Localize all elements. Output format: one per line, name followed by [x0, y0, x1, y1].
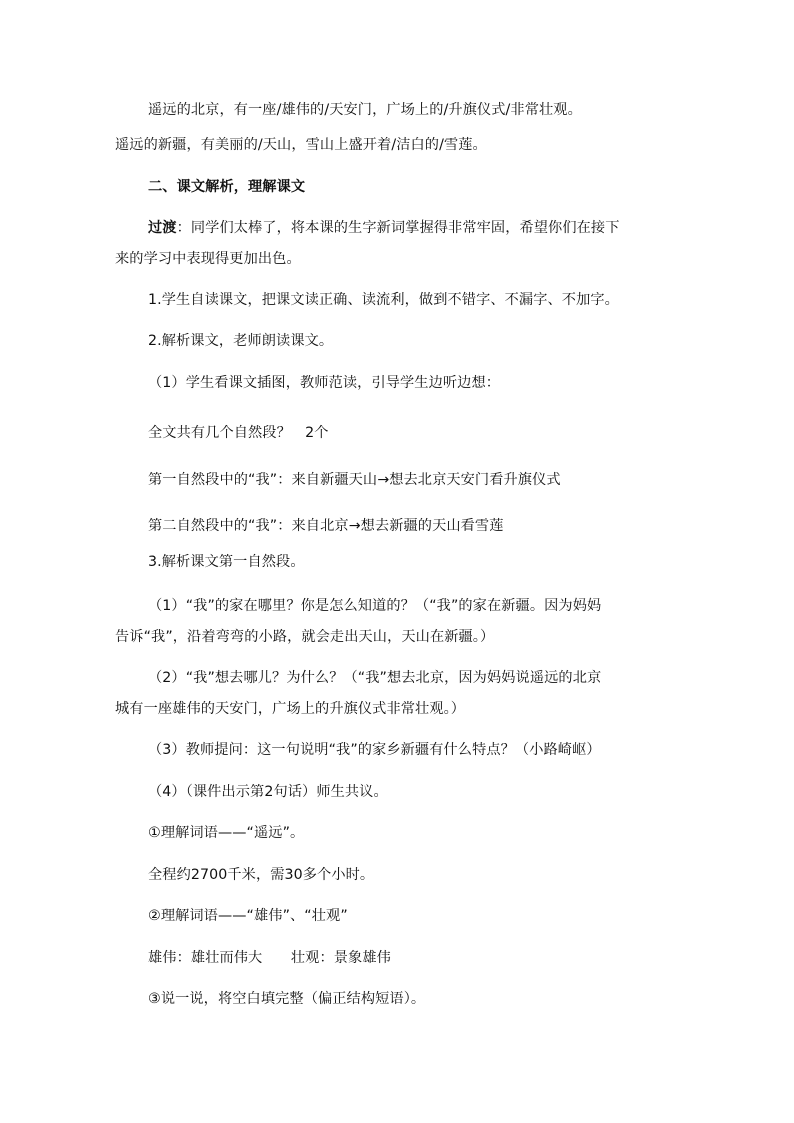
sub-item: （3）教师提问：这一句说明“我”的家乡新疆有什么特点？（小路崎岖） [148, 742, 601, 758]
sub-item: （4）（课件出示第2句话）师生共议。 [148, 784, 388, 800]
question-line: 第一自然段中的“我”：来自新疆天山→想去北京天安门看升旗仪式 [148, 472, 561, 488]
paragraph-line: 遥远的北京，有一座/雄伟的/天安门，广场上的/升旗仪式/非常壮观。 [148, 102, 582, 118]
sub-item: （2）“我”想去哪儿？为什么？（“我”想去北京，因为妈妈说遥远的北京 [148, 670, 602, 686]
list-item: 2.解析课文，老师朗读课文。 [148, 333, 334, 349]
circled-item: ②理解词语——“雄伟”、“壮观” [148, 908, 348, 924]
detail-line: 全程约2700千米，需30多个小时。 [148, 867, 375, 883]
list-item: 1.学生自读课文，把课文读正确、读流利，做到不错字、不漏字、不加字。 [148, 292, 619, 308]
paragraph-line: 城有一座雄伟的天安门，广场上的升旗仪式非常壮观。） [115, 701, 466, 717]
question-line: 第二自然段中的“我”：来自北京→想去新疆的天山看雪莲 [148, 518, 504, 534]
paragraph-line: 来的学习中表现得更加出色。 [115, 251, 301, 267]
sub-item: （1）“我”的家在哪里？你是怎么知道的？（“我”的家在新疆。因为妈妈 [148, 598, 602, 614]
transition-label: 过渡 [148, 220, 177, 236]
list-item: 3.解析课文第一自然段。 [148, 554, 305, 570]
circled-item: ③说一说，将空白填完整（偏正结构短语）。 [148, 991, 426, 1007]
detail-line: 雄伟：雄壮而伟大 壮观：景象雄伟 [148, 950, 391, 966]
transition-paragraph-line [148, 218, 620, 238]
paragraph-line: 告诉“我”，沿着弯弯的小路，就会走出天山，天山在新疆。） [115, 629, 495, 645]
circled-item: ①理解词语——“遥远”。 [148, 825, 305, 841]
question-line: 全文共有几个自然段？ 2个 [148, 425, 329, 441]
transition-text: ：同学们太棒了，将本课的生字新词掌握得非常牢固，希望你们在接下 [176, 220, 620, 236]
section-heading: 二、课文解析，理解课文 [148, 179, 306, 195]
paragraph-line: 遥远的新疆，有美丽的/天山，雪山上盛开着/洁白的/雪莲。 [115, 137, 487, 153]
sub-item: （1）学生看课文插图，教师范读，引导学生边听边想： [148, 375, 501, 391]
